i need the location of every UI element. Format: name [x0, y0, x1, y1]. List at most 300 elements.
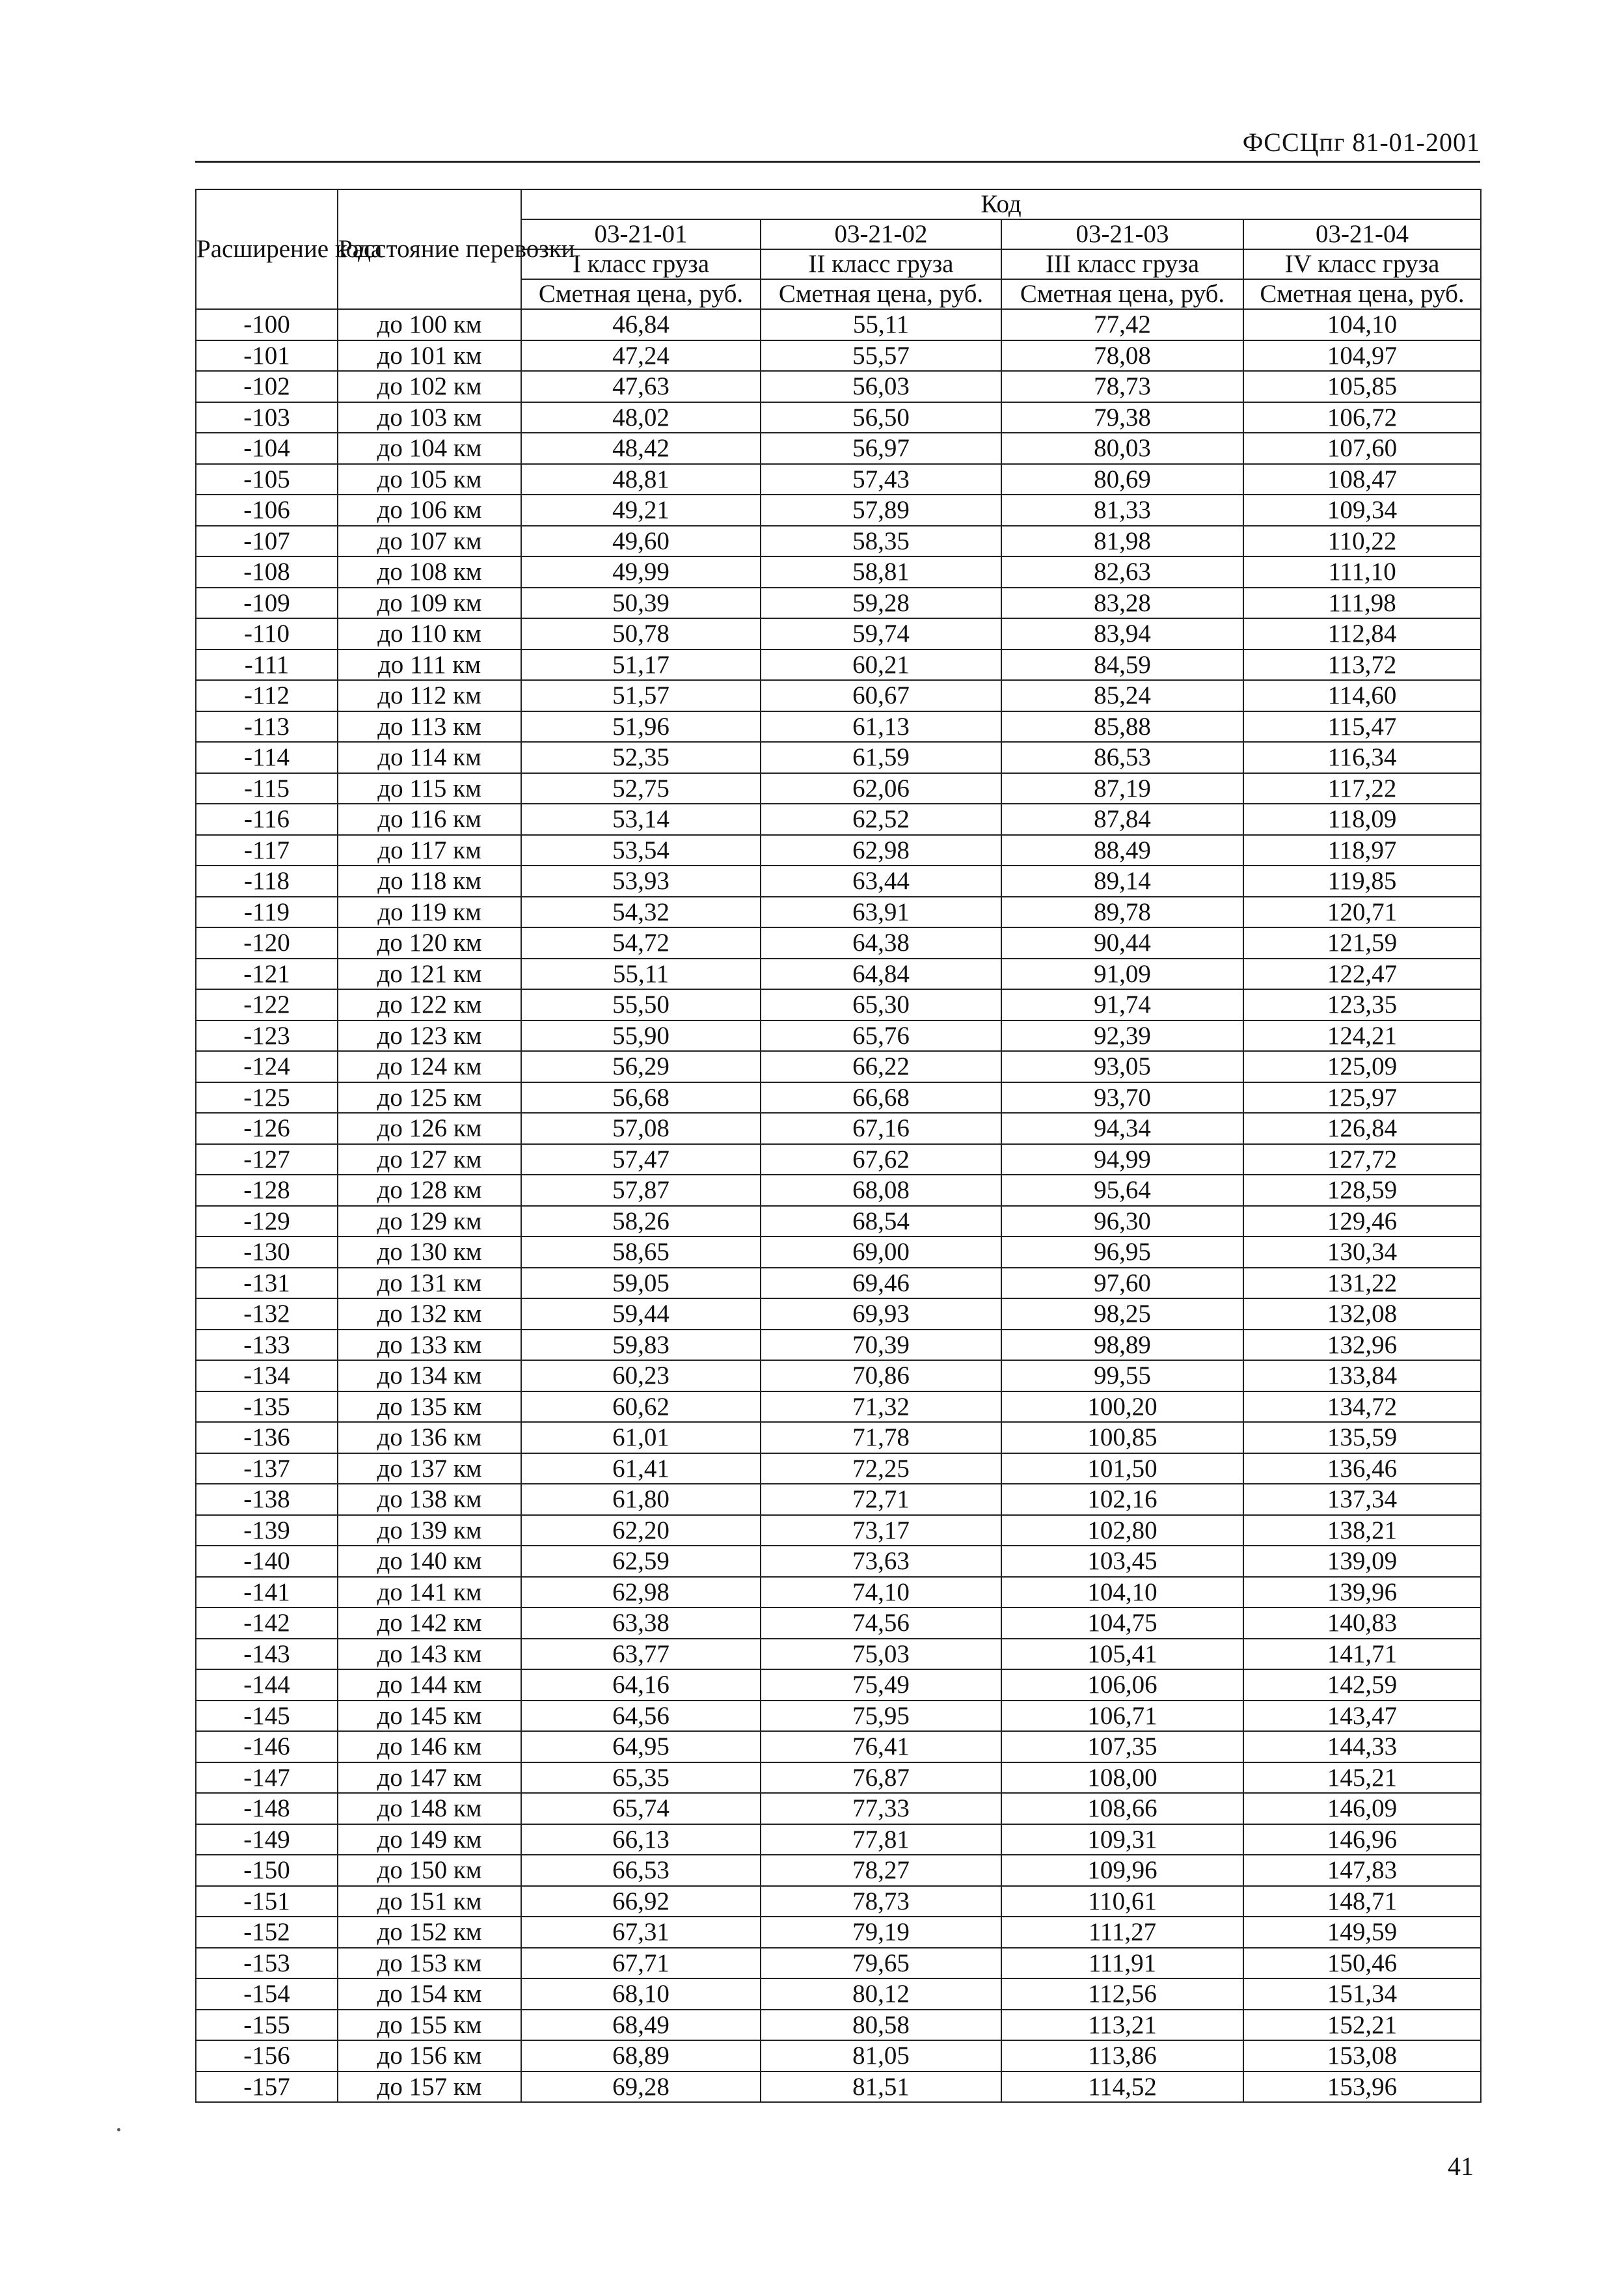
- cell-code-extension: -118: [196, 866, 338, 897]
- cell-price-class-2: 67,16: [761, 1113, 1001, 1144]
- cell-distance: до 156 км: [338, 2040, 521, 2072]
- cell-price-class-4: 119,85: [1243, 866, 1481, 897]
- table-row: [196, 371, 1481, 402]
- cell-price-class-2: 64,38: [761, 927, 1001, 959]
- cell-code-extension: -114: [196, 742, 338, 773]
- cell-price-class-4: 110,22: [1243, 526, 1481, 557]
- cell-price-class-1: 50,78: [521, 618, 761, 650]
- cell-price-class-4: 109,34: [1243, 495, 1481, 526]
- cell-distance: до 110 км: [338, 618, 521, 650]
- cell-distance: до 153 км: [338, 1948, 521, 1979]
- code-header: 03-21-01: [521, 219, 761, 249]
- cell-price-class-2: 62,52: [761, 804, 1001, 835]
- cell-price-class-2: 59,28: [761, 588, 1001, 619]
- cell-price-class-4: 139,96: [1243, 1577, 1481, 1608]
- cell-price-class-3: 107,35: [1001, 1731, 1243, 1762]
- cell-price-class-4: 121,59: [1243, 927, 1481, 959]
- cell-code-extension: -125: [196, 1082, 338, 1114]
- cell-price-class-2: 69,46: [761, 1268, 1001, 1299]
- cell-price-class-2: 72,25: [761, 1453, 1001, 1484]
- cell-code-extension: -137: [196, 1453, 338, 1484]
- cell-price-class-3: 106,71: [1001, 1701, 1243, 1732]
- cell-price-class-4: 140,83: [1243, 1607, 1481, 1639]
- cell-code-extension: -109: [196, 588, 338, 619]
- cell-price-class-3: 103,45: [1001, 1546, 1243, 1577]
- cell-distance: до 101 км: [338, 340, 521, 372]
- cell-code-extension: -108: [196, 556, 338, 588]
- cell-code-extension: -157: [196, 2072, 338, 2103]
- cell-price-class-1: 58,26: [521, 1206, 761, 1237]
- cell-price-class-3: 113,21: [1001, 2010, 1243, 2041]
- cell-price-class-3: 77,42: [1001, 309, 1243, 340]
- cell-distance: до 105 км: [338, 464, 521, 495]
- cell-distance: до 113 км: [338, 711, 521, 743]
- cell-distance: до 123 км: [338, 1020, 521, 1052]
- cell-price-class-4: 137,34: [1243, 1484, 1481, 1515]
- cell-price-class-2: 73,63: [761, 1546, 1001, 1577]
- cell-distance: до 136 км: [338, 1422, 521, 1453]
- cell-price-class-2: 68,54: [761, 1206, 1001, 1237]
- cell-price-class-1: 57,08: [521, 1113, 761, 1144]
- cell-price-class-4: 126,84: [1243, 1113, 1481, 1144]
- cell-distance: до 119 км: [338, 897, 521, 928]
- cell-price-class-1: 62,98: [521, 1577, 761, 1608]
- cell-price-class-2: 56,03: [761, 371, 1001, 402]
- cell-distance: до 125 км: [338, 1082, 521, 1114]
- cell-price-class-2: 75,03: [761, 1639, 1001, 1670]
- cell-code-extension: -133: [196, 1330, 338, 1361]
- cell-price-class-1: 50,39: [521, 588, 761, 619]
- cell-code-extension: -119: [196, 897, 338, 928]
- cell-code-extension: -126: [196, 1113, 338, 1144]
- table-row: [196, 1113, 1481, 1144]
- table-row: [196, 1607, 1481, 1639]
- cell-price-class-3: 109,31: [1001, 1824, 1243, 1855]
- cell-code-extension: -106: [196, 495, 338, 526]
- cell-price-class-4: 120,71: [1243, 897, 1481, 928]
- cell-price-class-4: 115,47: [1243, 711, 1481, 743]
- cell-code-extension: -152: [196, 1917, 338, 1948]
- cell-code-extension: -135: [196, 1391, 338, 1423]
- code-header: 03-21-04: [1243, 219, 1481, 249]
- cell-price-class-3: 104,10: [1001, 1577, 1243, 1608]
- table-row: [196, 1237, 1481, 1268]
- cell-price-class-3: 93,05: [1001, 1051, 1243, 1082]
- cell-code-extension: -132: [196, 1298, 338, 1330]
- cell-code-extension: -102: [196, 371, 338, 402]
- cell-price-class-2: 78,73: [761, 1886, 1001, 1917]
- class-header: II класс груза: [761, 249, 1001, 279]
- cell-price-class-4: 114,60: [1243, 680, 1481, 711]
- cell-price-class-1: 66,92: [521, 1886, 761, 1917]
- table-row: [196, 1978, 1481, 2010]
- cell-distance: до 148 км: [338, 1793, 521, 1824]
- cell-price-class-4: 128,59: [1243, 1175, 1481, 1206]
- cell-price-class-2: 64,84: [761, 959, 1001, 990]
- price-table: [195, 189, 1482, 2103]
- code-header: 03-21-03: [1001, 219, 1243, 249]
- cell-code-extension: -123: [196, 1020, 338, 1052]
- table-row: [196, 1701, 1481, 1732]
- cell-code-extension: -140: [196, 1546, 338, 1577]
- cell-price-class-2: 80,12: [761, 1978, 1001, 2010]
- cell-distance: до 142 км: [338, 1607, 521, 1639]
- cell-price-class-2: 65,30: [761, 989, 1001, 1020]
- cell-price-class-1: 53,14: [521, 804, 761, 835]
- cell-distance: до 147 км: [338, 1762, 521, 1794]
- cell-code-extension: -107: [196, 526, 338, 557]
- cell-price-class-1: 66,53: [521, 1855, 761, 1886]
- cell-price-class-4: 132,08: [1243, 1298, 1481, 1330]
- cell-price-class-4: 136,46: [1243, 1453, 1481, 1484]
- cell-price-class-3: 89,14: [1001, 866, 1243, 897]
- cell-price-class-1: 65,74: [521, 1793, 761, 1824]
- cell-price-class-3: 102,16: [1001, 1484, 1243, 1515]
- cell-distance: до 122 км: [338, 989, 521, 1020]
- cell-price-class-1: 47,24: [521, 340, 761, 372]
- cell-price-class-2: 58,81: [761, 556, 1001, 588]
- cell-price-class-3: 98,25: [1001, 1298, 1243, 1330]
- cell-price-class-1: 51,57: [521, 680, 761, 711]
- cell-price-class-1: 49,60: [521, 526, 761, 557]
- cell-price-class-3: 108,00: [1001, 1762, 1243, 1794]
- table-row: [196, 742, 1481, 773]
- cell-price-class-2: 55,11: [761, 309, 1001, 340]
- cell-distance: до 118 км: [338, 866, 521, 897]
- cell-price-class-2: 78,27: [761, 1855, 1001, 1886]
- cell-price-class-1: 68,49: [521, 2010, 761, 2041]
- cell-price-class-4: 153,96: [1243, 2072, 1481, 2103]
- table-row: [196, 495, 1481, 526]
- cell-price-class-1: 49,21: [521, 495, 761, 526]
- cell-price-class-2: 72,71: [761, 1484, 1001, 1515]
- cell-price-class-2: 79,19: [761, 1917, 1001, 1948]
- cell-distance: до 150 км: [338, 1855, 521, 1886]
- cell-price-class-3: 96,30: [1001, 1206, 1243, 1237]
- cell-distance: до 134 км: [338, 1360, 521, 1391]
- cell-distance: до 120 км: [338, 927, 521, 959]
- cell-price-class-4: 135,59: [1243, 1422, 1481, 1453]
- cell-distance: до 138 км: [338, 1484, 521, 1515]
- cell-price-class-3: 102,80: [1001, 1515, 1243, 1546]
- cell-price-class-1: 60,62: [521, 1391, 761, 1423]
- cell-price-class-4: 104,97: [1243, 340, 1481, 372]
- cell-price-class-4: 150,46: [1243, 1948, 1481, 1979]
- table-row: [196, 1360, 1481, 1391]
- table-row: [196, 402, 1481, 433]
- cell-price-class-3: 81,98: [1001, 526, 1243, 557]
- cell-price-class-1: 66,13: [521, 1824, 761, 1855]
- code-header: 03-21-02: [761, 219, 1001, 249]
- table-row: [196, 1484, 1481, 1515]
- table-row: [196, 2040, 1481, 2072]
- cell-price-class-1: 68,10: [521, 1978, 761, 2010]
- cell-distance: до 132 км: [338, 1298, 521, 1330]
- cell-code-extension: -127: [196, 1144, 338, 1175]
- cell-code-extension: -153: [196, 1948, 338, 1979]
- cell-distance: до 145 км: [338, 1701, 521, 1732]
- table-row: [196, 1453, 1481, 1484]
- cell-distance: до 155 км: [338, 2010, 521, 2041]
- cell-code-extension: -110: [196, 618, 338, 650]
- cell-price-class-1: 52,35: [521, 742, 761, 773]
- cell-price-class-3: 83,94: [1001, 618, 1243, 650]
- cell-code-extension: -141: [196, 1577, 338, 1608]
- cell-price-class-1: 61,41: [521, 1453, 761, 1484]
- table-row: [196, 959, 1481, 990]
- table-row: [196, 680, 1481, 711]
- cell-price-class-2: 74,56: [761, 1607, 1001, 1639]
- table-row: [196, 1020, 1481, 1052]
- cell-distance: до 151 км: [338, 1886, 521, 1917]
- cell-code-extension: -129: [196, 1206, 338, 1237]
- cell-price-class-3: 92,39: [1001, 1020, 1243, 1052]
- page-number: 41: [1448, 2152, 1474, 2181]
- cell-price-class-3: 86,53: [1001, 742, 1243, 773]
- cell-price-class-3: 95,64: [1001, 1175, 1243, 1206]
- table-row: [196, 2072, 1481, 2103]
- cell-distance: до 109 км: [338, 588, 521, 619]
- table-row: [196, 1793, 1481, 1824]
- cell-distance: до 112 км: [338, 680, 521, 711]
- cell-price-class-1: 49,99: [521, 556, 761, 588]
- cell-price-class-3: 80,03: [1001, 433, 1243, 464]
- table-row: [196, 1639, 1481, 1670]
- cell-price-class-4: 134,72: [1243, 1391, 1481, 1423]
- cell-code-extension: -142: [196, 1607, 338, 1639]
- table-row: [196, 866, 1481, 897]
- cell-code-extension: -121: [196, 959, 338, 990]
- table-row: [196, 1577, 1481, 1608]
- cell-price-class-2: 81,51: [761, 2072, 1001, 2103]
- table-row: [196, 1669, 1481, 1701]
- cell-price-class-3: 99,55: [1001, 1360, 1243, 1391]
- cell-price-class-3: 104,75: [1001, 1607, 1243, 1639]
- cell-price-class-2: 70,39: [761, 1330, 1001, 1361]
- table-row: [196, 1206, 1481, 1237]
- cell-price-class-3: 94,99: [1001, 1144, 1243, 1175]
- cell-price-class-4: 113,72: [1243, 650, 1481, 681]
- cell-price-class-4: 132,96: [1243, 1330, 1481, 1361]
- cell-code-extension: -136: [196, 1422, 338, 1453]
- table-row: [196, 804, 1481, 835]
- cell-price-class-3: 93,70: [1001, 1082, 1243, 1114]
- cell-price-class-4: 117,22: [1243, 773, 1481, 804]
- cell-code-extension: -131: [196, 1268, 338, 1299]
- cell-price-class-1: 59,05: [521, 1268, 761, 1299]
- cell-price-class-3: 91,09: [1001, 959, 1243, 990]
- cell-code-extension: -105: [196, 464, 338, 495]
- cell-price-class-1: 52,75: [521, 773, 761, 804]
- cell-price-class-3: 83,28: [1001, 588, 1243, 619]
- cell-price-class-2: 71,78: [761, 1422, 1001, 1453]
- cell-price-class-4: 104,10: [1243, 309, 1481, 340]
- table-row: [196, 650, 1481, 681]
- cell-code-extension: -143: [196, 1639, 338, 1670]
- cell-code-extension: -130: [196, 1237, 338, 1268]
- table-row: [196, 1144, 1481, 1175]
- cell-price-class-3: 81,33: [1001, 495, 1243, 526]
- cell-code-extension: -156: [196, 2040, 338, 2072]
- cell-price-class-1: 62,20: [521, 1515, 761, 1546]
- table-row: [196, 1762, 1481, 1794]
- table-row: [196, 1917, 1481, 1948]
- table-row: [196, 1515, 1481, 1546]
- cell-price-class-1: 54,32: [521, 897, 761, 928]
- cell-distance: до 154 км: [338, 1978, 521, 2010]
- cell-price-class-4: 116,34: [1243, 742, 1481, 773]
- cell-price-class-3: 91,74: [1001, 989, 1243, 1020]
- cell-price-class-2: 77,33: [761, 1793, 1001, 1824]
- cell-price-class-3: 85,88: [1001, 711, 1243, 743]
- cell-price-class-2: 70,86: [761, 1360, 1001, 1391]
- table-row: [196, 1422, 1481, 1453]
- cell-price-class-2: 69,00: [761, 1237, 1001, 1268]
- table-row: [196, 1051, 1481, 1082]
- cell-price-class-1: 56,68: [521, 1082, 761, 1114]
- cell-distance: до 108 км: [338, 556, 521, 588]
- cell-price-class-1: 68,89: [521, 2040, 761, 2072]
- cell-price-class-1: 67,71: [521, 1948, 761, 1979]
- cell-price-class-2: 66,22: [761, 1051, 1001, 1082]
- cell-distance: до 127 км: [338, 1144, 521, 1175]
- cell-price-class-1: 48,42: [521, 433, 761, 464]
- cell-distance: до 140 км: [338, 1546, 521, 1577]
- cell-price-class-3: 100,85: [1001, 1422, 1243, 1453]
- price-header: Сметная цена, руб.: [1001, 279, 1243, 309]
- table-row: [196, 989, 1481, 1020]
- table-body: [196, 309, 1481, 2102]
- price-header: Сметная цена, руб.: [761, 279, 1001, 309]
- cell-price-class-3: 98,89: [1001, 1330, 1243, 1361]
- cell-price-class-2: 69,93: [761, 1298, 1001, 1330]
- cell-price-class-3: 85,24: [1001, 680, 1243, 711]
- cell-price-class-2: 68,08: [761, 1175, 1001, 1206]
- cell-price-class-4: 153,08: [1243, 2040, 1481, 2072]
- cell-code-extension: -149: [196, 1824, 338, 1855]
- cell-price-class-1: 51,17: [521, 650, 761, 681]
- cell-code-extension: -124: [196, 1051, 338, 1082]
- cell-price-class-2: 75,49: [761, 1669, 1001, 1701]
- cell-code-extension: -117: [196, 835, 338, 866]
- cell-price-class-2: 75,95: [761, 1701, 1001, 1732]
- cell-price-class-1: 53,93: [521, 866, 761, 897]
- class-header: I класс груза: [521, 249, 761, 279]
- cell-price-class-4: 152,21: [1243, 2010, 1481, 2041]
- cell-price-class-3: 82,63: [1001, 556, 1243, 588]
- cell-price-class-3: 79,38: [1001, 402, 1243, 433]
- cell-code-extension: -146: [196, 1731, 338, 1762]
- cell-price-class-4: 142,59: [1243, 1669, 1481, 1701]
- cell-price-class-2: 71,32: [761, 1391, 1001, 1423]
- table-row: [196, 1298, 1481, 1330]
- cell-price-class-1: 67,31: [521, 1917, 761, 1948]
- cell-distance: до 111 км: [338, 650, 521, 681]
- cell-price-class-2: 61,59: [761, 742, 1001, 773]
- cell-price-class-2: 65,76: [761, 1020, 1001, 1052]
- cell-price-class-2: 61,13: [761, 711, 1001, 743]
- cell-price-class-4: 124,21: [1243, 1020, 1481, 1052]
- cell-distance: до 117 км: [338, 835, 521, 866]
- cell-distance: до 103 км: [338, 402, 521, 433]
- cell-price-class-2: 73,17: [761, 1515, 1001, 1546]
- cell-price-class-4: 130,34: [1243, 1237, 1481, 1268]
- cell-price-class-2: 74,10: [761, 1577, 1001, 1608]
- table-row: [196, 711, 1481, 743]
- cell-distance: до 149 км: [338, 1824, 521, 1855]
- cell-price-class-2: 57,89: [761, 495, 1001, 526]
- cell-price-class-4: 129,46: [1243, 1206, 1481, 1237]
- cell-price-class-1: 58,65: [521, 1237, 761, 1268]
- cell-price-class-4: 141,71: [1243, 1639, 1481, 1670]
- cell-price-class-2: 60,67: [761, 680, 1001, 711]
- cell-code-extension: -122: [196, 989, 338, 1020]
- cell-price-class-3: 100,20: [1001, 1391, 1243, 1423]
- cell-price-class-2: 77,81: [761, 1824, 1001, 1855]
- cell-price-class-1: 53,54: [521, 835, 761, 866]
- cell-price-class-4: 144,33: [1243, 1731, 1481, 1762]
- cell-distance: до 116 км: [338, 804, 521, 835]
- cell-price-class-1: 51,96: [521, 711, 761, 743]
- cell-price-class-4: 125,97: [1243, 1082, 1481, 1114]
- cell-price-class-4: 139,09: [1243, 1546, 1481, 1577]
- cell-price-class-3: 108,66: [1001, 1793, 1243, 1824]
- cell-price-class-4: 127,72: [1243, 1144, 1481, 1175]
- cell-code-extension: -147: [196, 1762, 338, 1794]
- cell-price-class-3: 96,95: [1001, 1237, 1243, 1268]
- table-row: [196, 1175, 1481, 1206]
- cell-price-class-3: 106,06: [1001, 1669, 1243, 1701]
- cell-code-extension: -112: [196, 680, 338, 711]
- cell-price-class-2: 63,44: [761, 866, 1001, 897]
- cell-price-class-3: 110,61: [1001, 1886, 1243, 1917]
- cell-price-class-4: 131,22: [1243, 1268, 1481, 1299]
- cell-price-class-2: 80,58: [761, 2010, 1001, 2041]
- cell-distance: до 131 км: [338, 1268, 521, 1299]
- cell-code-extension: -103: [196, 402, 338, 433]
- table-row: [196, 309, 1481, 340]
- cell-distance: до 152 км: [338, 1917, 521, 1948]
- cell-code-extension: -111: [196, 650, 338, 681]
- cell-code-extension: -150: [196, 1855, 338, 1886]
- cell-price-class-3: 105,41: [1001, 1639, 1243, 1670]
- cell-price-class-1: 57,47: [521, 1144, 761, 1175]
- cell-code-extension: -144: [196, 1669, 338, 1701]
- cell-price-class-2: 67,62: [761, 1144, 1001, 1175]
- cell-price-class-2: 56,50: [761, 402, 1001, 433]
- cell-price-class-4: 112,84: [1243, 618, 1481, 650]
- cell-distance: до 128 км: [338, 1175, 521, 1206]
- cell-price-class-3: 87,84: [1001, 804, 1243, 835]
- table-row: [196, 1731, 1481, 1762]
- cell-price-class-2: 66,68: [761, 1082, 1001, 1114]
- cell-price-class-4: 111,98: [1243, 588, 1481, 619]
- cell-distance: до 102 км: [338, 371, 521, 402]
- cell-distance: до 144 км: [338, 1669, 521, 1701]
- cell-price-class-4: 122,47: [1243, 959, 1481, 990]
- cell-code-extension: -148: [196, 1793, 338, 1824]
- cell-code-extension: -145: [196, 1701, 338, 1732]
- cell-code-extension: -104: [196, 433, 338, 464]
- cell-price-class-1: 59,44: [521, 1298, 761, 1330]
- cell-code-extension: -113: [196, 711, 338, 743]
- cell-distance: до 157 км: [338, 2072, 521, 2103]
- cell-price-class-1: 69,28: [521, 2072, 761, 2103]
- cell-price-class-4: 146,09: [1243, 1793, 1481, 1824]
- table-row: [196, 464, 1481, 495]
- table-row: [196, 2010, 1481, 2041]
- cell-price-class-1: 57,87: [521, 1175, 761, 1206]
